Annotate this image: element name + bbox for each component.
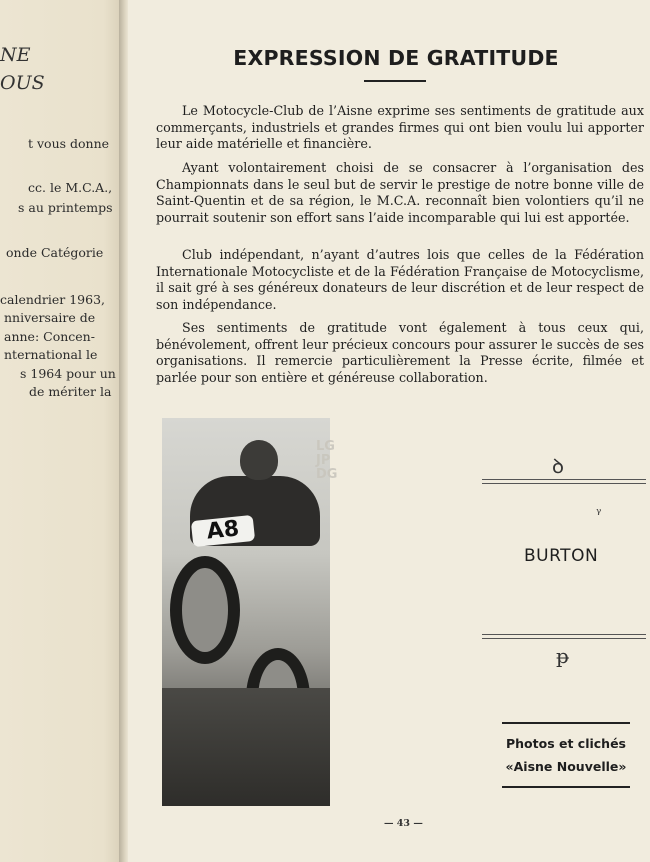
right-page <box>128 0 650 862</box>
article-paragraph: Ayant volontairement choisi de se consacrer à l’organisation des Championnats dans le seul but de servir le prestige de notre bonne ville de Saint-Quentin et de sa région, le M.C.A. reconnaît bien volontiers qu’il ne pourrait soutenir son effort sans l’aide incomparable qui lui est apportée. <box>156 160 644 225</box>
ornament-rule <box>482 483 646 484</box>
watermark-stamp: LG JP DG <box>316 439 338 482</box>
ornament-rule <box>482 479 646 480</box>
left-page-fragment: de mériter la <box>29 384 112 399</box>
photo-credit-line1: Photos et clichés <box>505 736 626 751</box>
ornament-rule <box>482 638 646 639</box>
left-page-fragment: t vous donne <box>28 136 110 151</box>
left-page-fragment: calendrier 1963, <box>0 292 106 307</box>
ornament-glyph: ᵽ <box>556 644 569 668</box>
credit-rule <box>502 786 630 788</box>
ornament-rule <box>482 634 646 635</box>
article-paragraph: Ses sentiments de gratitude vont également à tous ceux qui, bénévolement, offrent leur précieux concours pour assurer le succès de ses organisations. Il remercie particulièrement la Presse écrite, filmée et parlée pour son entière et généreuse collaboration. <box>156 320 644 385</box>
rider-helmet <box>240 440 278 480</box>
ornament-glyph: ꝺ <box>552 454 564 478</box>
ink-mark: ᵞ <box>596 506 602 522</box>
left-page <box>0 0 122 862</box>
left-page-fragment: s 1964 pour un <box>20 366 116 381</box>
spectator-crowd <box>162 688 330 806</box>
credit-rule <box>502 722 630 724</box>
motocross-photo <box>162 418 330 806</box>
article-paragraph: Le Motocycle-Club de l’Aisne exprime ses sentiments de gratitude aux commerçants, industriels et grandes firmes qui ont bien voulu lui apporter leur aide matérielle et financière. <box>156 103 644 151</box>
left-page-fragment: cc. le M.C.A., <box>28 180 113 195</box>
brand-name: BURTON <box>524 546 599 566</box>
left-page-fragment: NE <box>0 44 31 66</box>
left-page-fragment: s au printemps <box>18 200 113 215</box>
left-page-fragment: nternational le <box>4 347 98 362</box>
photo-credit-line2: «Aisne Nouvelle» <box>505 759 627 774</box>
left-page-fragment: onde Catégorie <box>6 245 104 260</box>
article-title: EXPRESSION DE GRATITUDE <box>233 46 559 70</box>
front-wheel <box>170 556 240 664</box>
left-page-fragment: nniversaire de <box>4 310 96 325</box>
article-paragraph: Club indépendant, n’ayant d’autres lois que celles de la Fédération Internationale Motocycliste et de la Fédération Française de Motocyclisme, il sait gré à ses généreux donateurs de leur discrétion et de leur respect de son indépendance. <box>156 247 644 312</box>
title-underline <box>364 80 426 82</box>
left-page-fragment: anne: Concen- <box>4 329 95 344</box>
number-plate: A8 <box>191 515 255 547</box>
left-page-fragment: OUS <box>0 72 45 94</box>
page-number: — 43 — <box>384 818 423 829</box>
